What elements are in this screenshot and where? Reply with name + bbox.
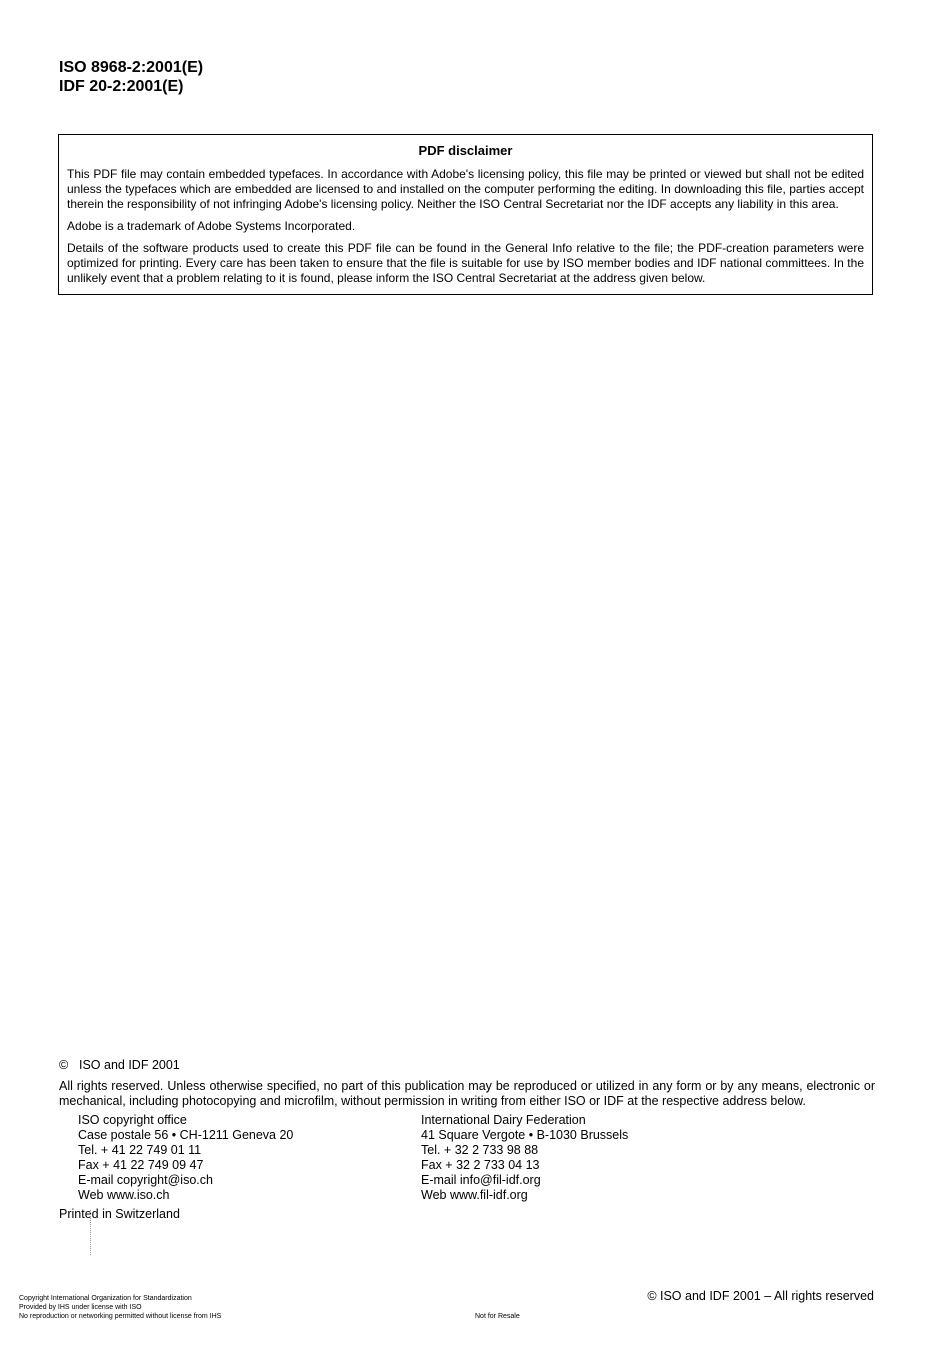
copyright-text: ISO and IDF 2001 (79, 1058, 180, 1072)
disclaimer-paragraph: Details of the software products used to create this PDF file can be found in the General Info relative to the file; the PDF-creation parameters were optimized for printing. Every care has been taken to ensure that the file is suitable for use by ISO member bodies and IDF national committees. In the unlikely event that a problem relating to it is found, please inform the ISO Central Secretariat at the address given below. (67, 241, 864, 285)
idf-office-line: International Dairy Federation (421, 1113, 586, 1127)
office-addresses (59, 1113, 875, 1203)
iso-office-line: Tel. + 41 22 749 01 11 (78, 1143, 202, 1157)
disclaimer-paragraph: This PDF file may contain embedded typefaces. In accordance with Adobe's licensing policy, this file may be printed or viewed but shall not be edited unless the typefaces which are embedded are licensed to and installed on the computer performing the editing. In downloading this file, parties accept therein the responsibility of not infringing Adobe's licensing policy. Neither the ISO Central Secretariat nor the IDF accepts any liability in this area. (67, 167, 864, 211)
copyright-block (59, 1058, 875, 1222)
ihs-license-notice (19, 1294, 221, 1321)
license-line: No reproduction or networking permitted without license from IHS (19, 1313, 222, 1320)
copyright-line (59, 1058, 875, 1073)
license-line: Provided by IHS under license with ISO (19, 1304, 142, 1311)
iso-designation: ISO 8968-2:2001(E) (59, 59, 204, 76)
idf-office-line: 41 Square Vergote • B-1030 Brussels (421, 1128, 629, 1142)
idf-office-address (402, 1113, 628, 1203)
document-header (59, 58, 203, 96)
dotted-mark (90, 1210, 92, 1255)
iso-office-line: E-mail copyright@iso.ch (78, 1173, 213, 1187)
idf-office-line: Tel. + 32 2 733 98 88 (421, 1143, 539, 1157)
iso-office-line: Case postale 56 • CH-1211 Geneva 20 (78, 1128, 294, 1142)
idf-office-line: Web www.fil-idf.org (421, 1188, 528, 1202)
pdf-disclaimer-box (58, 134, 873, 295)
license-line: Copyright International Organization for Standardization (19, 1295, 192, 1302)
idf-office-line: Fax + 32 2 733 04 13 (421, 1158, 540, 1172)
not-for-resale: Not for Resale (475, 1313, 520, 1320)
idf-designation: IDF 20-2:2001(E) (59, 78, 184, 95)
printed-in: Printed in Switzerland (59, 1207, 180, 1221)
iso-office-address (59, 1113, 402, 1203)
copyright-symbol: © (59, 1058, 69, 1072)
rights-statement: All rights reserved. Unless otherwise specified, no part of this publication may be reproduced or utilized in any form or by any means, electronic or mechanical, including photocopying and microfilm, without permission in writing from either ISO or IDF at the respective address below. (59, 1079, 875, 1108)
footer-copyright: © ISO and IDF 2001 – All rights reserved (647, 1289, 874, 1303)
iso-office-line: ISO copyright office (78, 1113, 187, 1127)
iso-office-line: Fax + 41 22 749 09 47 (78, 1158, 204, 1172)
disclaimer-paragraph: Adobe is a trademark of Adobe Systems Incorporated. (67, 219, 356, 233)
disclaimer-title: PDF disclaimer (418, 143, 513, 158)
idf-office-line: E-mail info@fil-idf.org (421, 1173, 541, 1187)
iso-office-line: Web www.iso.ch (78, 1188, 170, 1202)
